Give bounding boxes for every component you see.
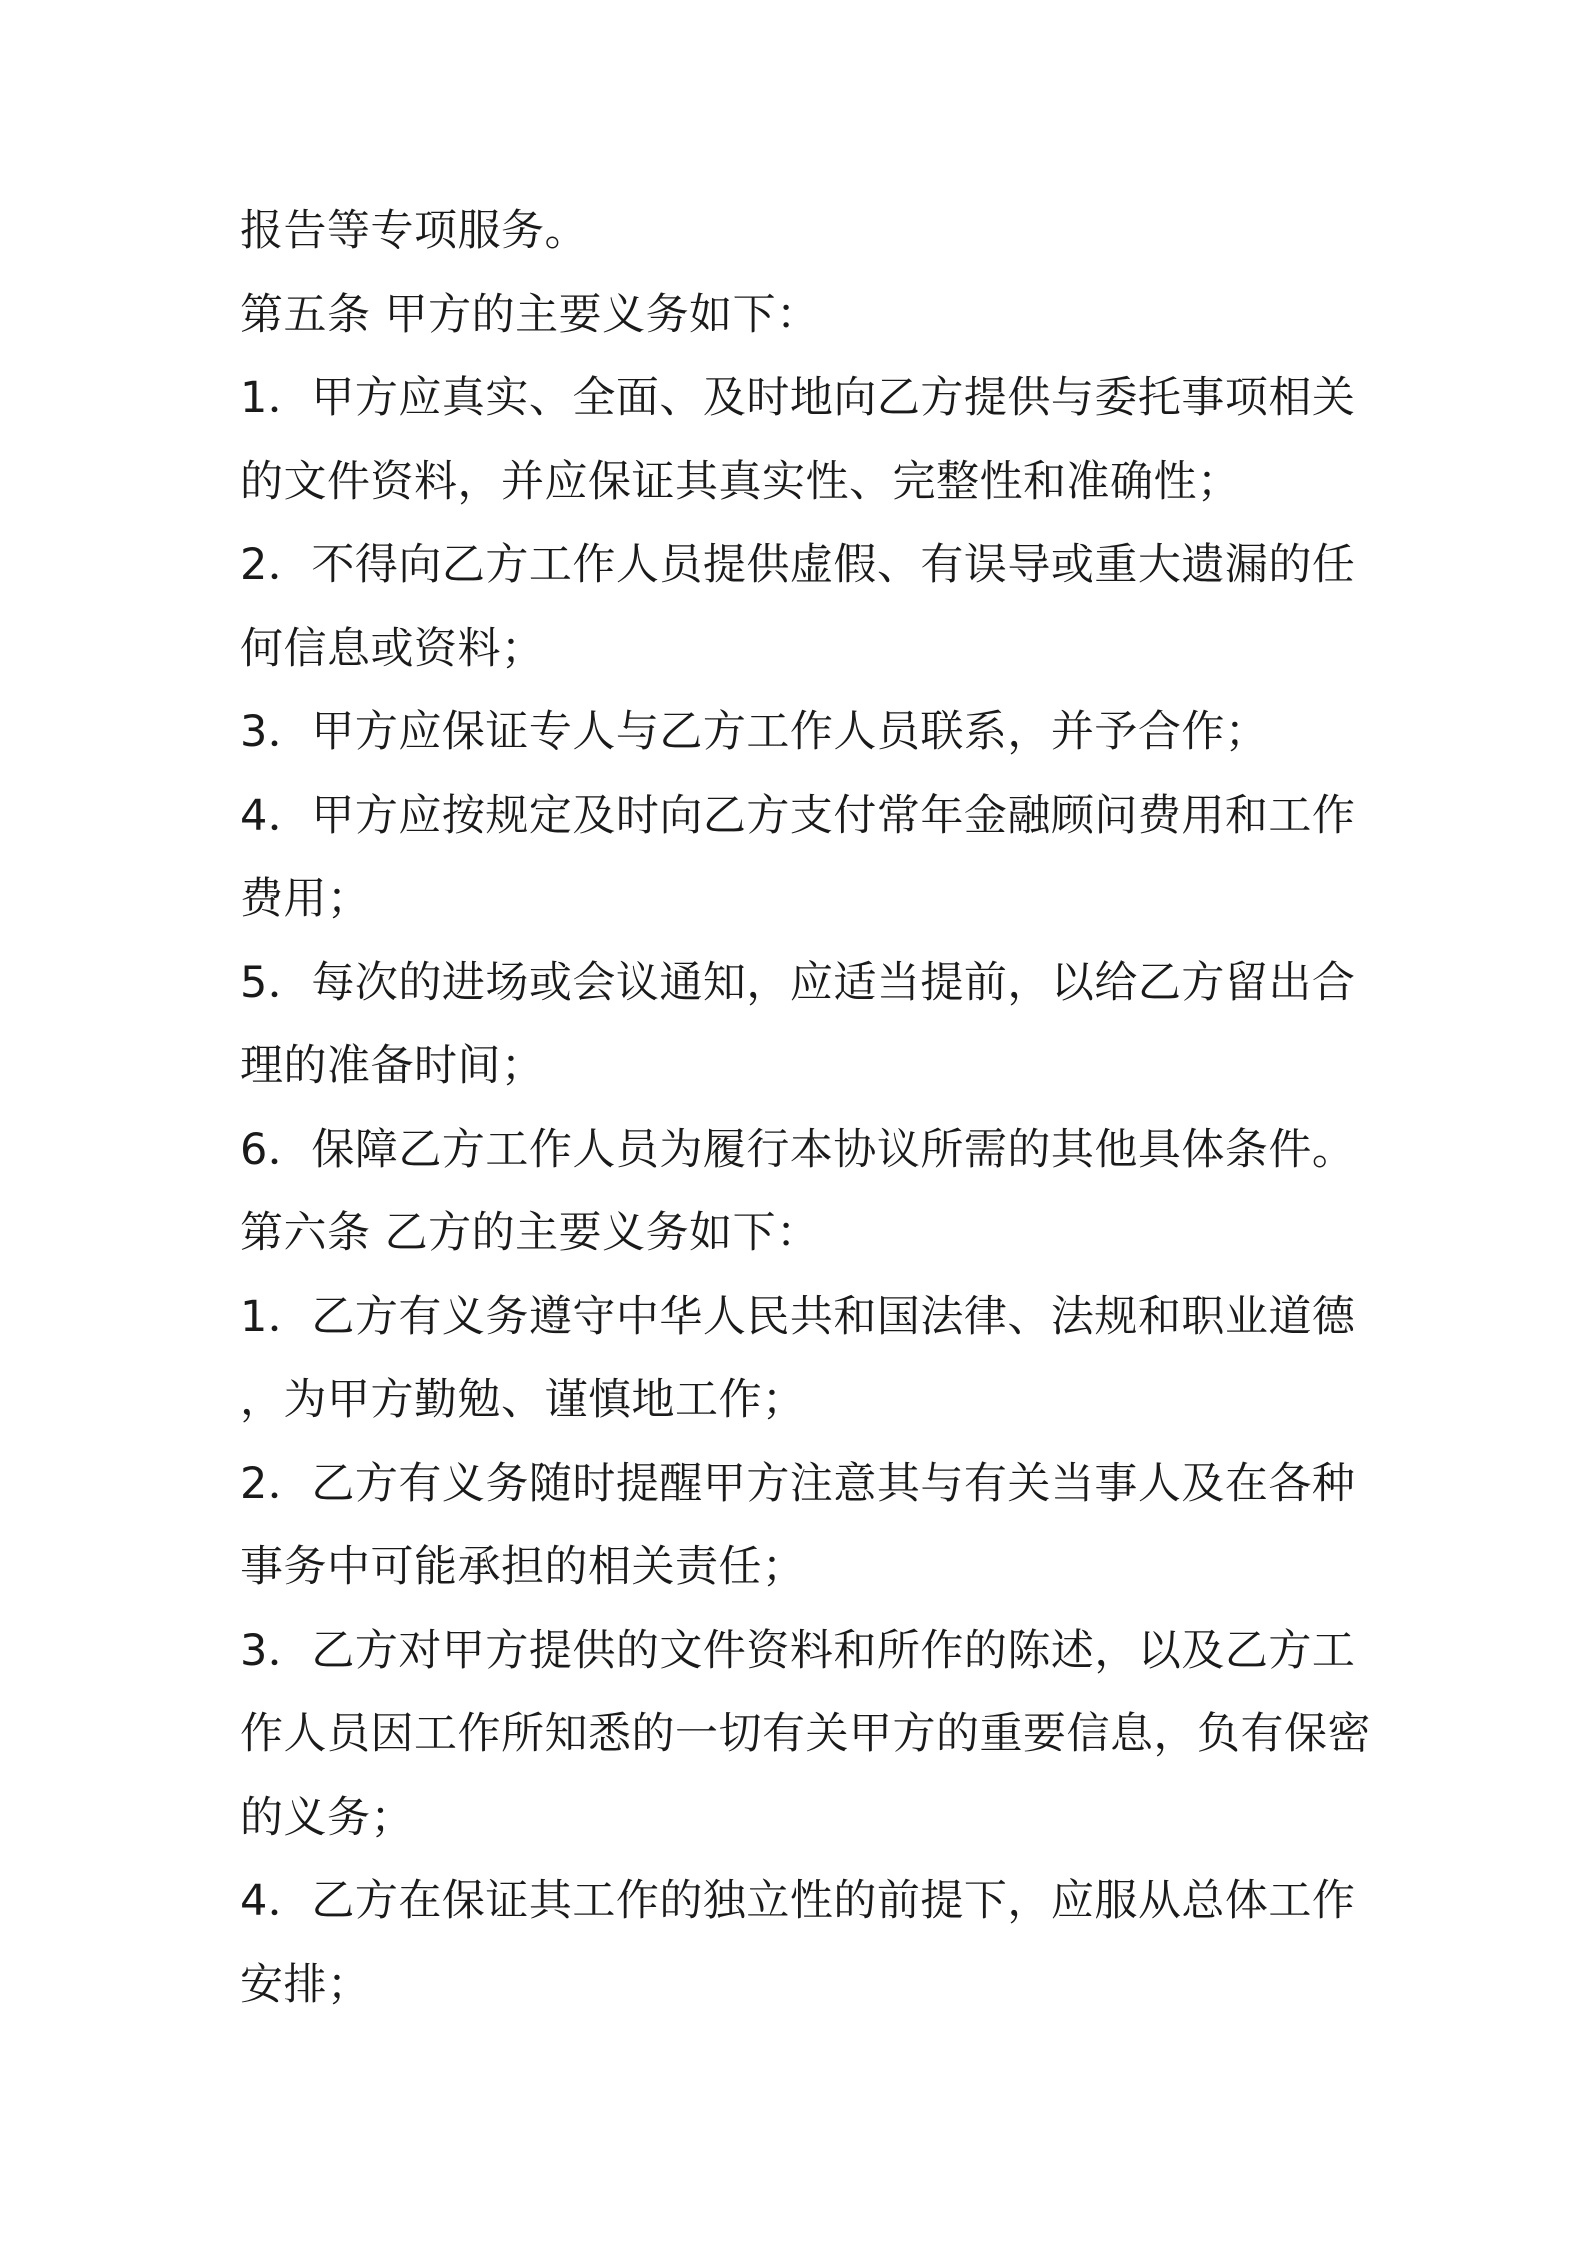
text-line: 4．乙方在保证其工作的独立性的前提下，应服从总体工作 <box>240 1876 1356 1926</box>
text-line: 4．甲方应按规定及时向乙方支付常年金融顾问费用和工作 <box>240 790 1356 841</box>
text-line: 安排； <box>240 1959 371 2010</box>
text-line: 1．甲方应真实、全面、及时地向乙方提供与委托事项相关 <box>240 373 1356 423</box>
text-line: 2．不得向乙方工作人员提供虚假、有误导或重大遗漏的任 <box>240 540 1356 590</box>
text-line: ，为甲方勤勉、谨慎地工作； <box>240 1375 806 1425</box>
text-line: 报告等专项服务。 <box>240 206 588 256</box>
text-line: 费用； <box>240 874 371 924</box>
text-line: 事务中可能承担的相关责任； <box>240 1542 806 1592</box>
text-line: 5．每次的进场或会议通知，应适当提前，以给乙方留出合 <box>240 957 1356 1008</box>
text-line: 2．乙方有义务随时提醒甲方注意其与有关当事人及在各种 <box>240 1458 1356 1509</box>
text-line: 的义务； <box>240 1792 414 1843</box>
text-line: 3．甲方应保证专人与乙方工作人员联系，并予合作； <box>240 707 1269 757</box>
text-line: 的文件资料，并应保证其真实性、完整性和准确性； <box>240 456 1241 507</box>
article-heading: 第五条 甲方的主要义务如下： <box>240 289 820 340</box>
text-line: 作人员因工作所知悉的一切有关甲方的重要信息，负有保密 <box>240 1709 1371 1759</box>
text-line: 何信息或资料； <box>240 623 545 674</box>
article-heading: 第六条 乙方的主要义务如下： <box>240 1208 820 1258</box>
text-line: 理的准备时间； <box>240 1041 545 1091</box>
text-line: 1．乙方有义务遵守中华人民共和国法律、法规和职业道德 <box>240 1291 1356 1342</box>
document-body <box>240 190 1370 2027</box>
text-line: 3．乙方对甲方提供的文件资料和所作的陈述，以及乙方工 <box>240 1625 1356 1676</box>
text-line: 6．保障乙方工作人员为履行本协议所需的其他具体条件。 <box>240 1124 1356 1175</box>
